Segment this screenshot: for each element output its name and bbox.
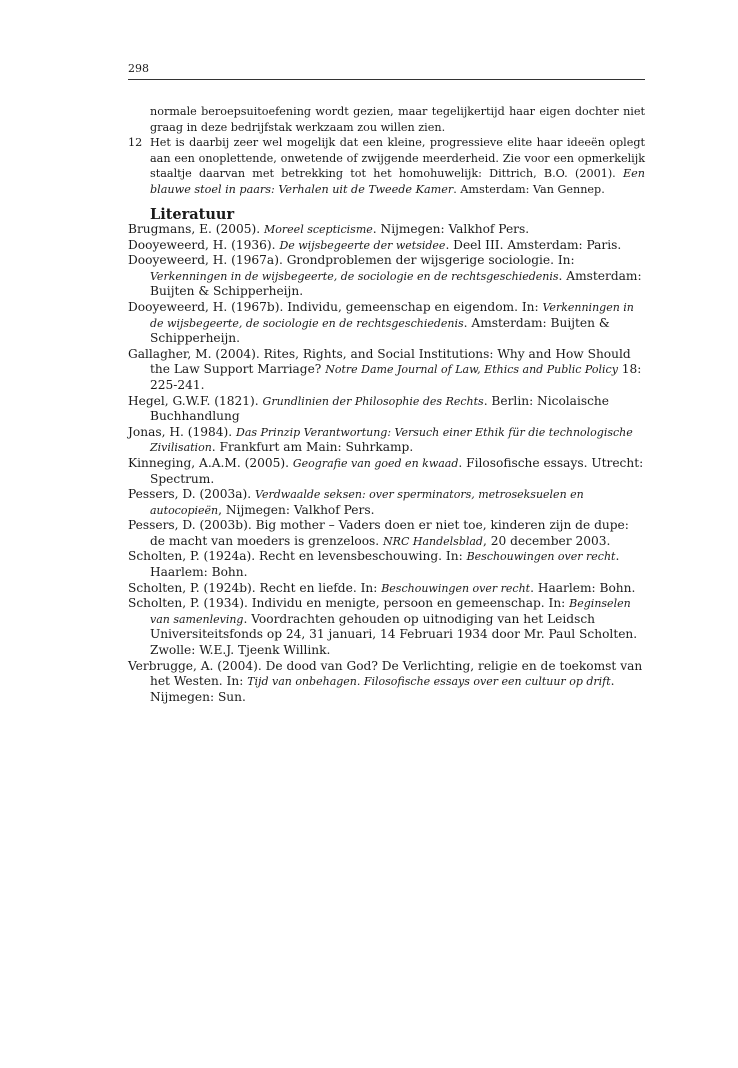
ref-title: NRC Handelsblad bbox=[383, 534, 483, 548]
ref-text: . Frankfurt am Main: Suhrkamp. bbox=[211, 440, 414, 455]
reference-entry bbox=[128, 549, 645, 580]
footnote-publisher: . Amsterdam: Van Gennep. bbox=[453, 182, 605, 196]
reference-entry bbox=[128, 394, 645, 425]
reference-entry bbox=[128, 581, 645, 597]
ref-text: Jonas, H. (1984). bbox=[128, 424, 236, 439]
ref-text: Pessers, D. (2003a). bbox=[128, 487, 256, 502]
footnote-text: Het is daarbij zeer wel mogelijk dat een kleine, progressieve elite haar ideeën oplegt aan een onoplettende, onwetende of zwijgende meerderheid. Zie voor een opmerkelijk staaltje daarvan met betrekking tot het homohuwelijk: Dittrich, B.O. (2001). bbox=[150, 136, 645, 180]
ref-title: Verdwaalde seksen: over sperminators, metroseksuelen en autocopieën bbox=[150, 488, 584, 517]
footnote-continuation-text: normale beroepsuitoefening wordt gezien, maar tegelijkertijd haar eigen dochter niet graag in deze bedrijfstak werkzaam zou willen zien. bbox=[150, 105, 645, 134]
ref-text: . Haarlem: Bohn. bbox=[530, 580, 636, 595]
footnotes bbox=[128, 104, 645, 197]
ref-title: Geografie van goed en kwaad bbox=[292, 456, 459, 470]
ref-title: Das Prinzip Verantwortung: Versuch einer Ethik für die technologische Zivilisation bbox=[150, 425, 633, 455]
ref-text: Dooyeweerd, H. (1967a). Grondproblemen der wijsgerige sociologie. In: bbox=[128, 253, 575, 268]
ref-title: Beginselen van samenleving bbox=[150, 597, 631, 626]
ref-title: Beschouwingen over recht bbox=[466, 550, 616, 564]
ref-text: . Nijmegen: Valkhof Pers. bbox=[372, 222, 530, 236]
ref-text: . Nijmegen: Sun. bbox=[150, 674, 615, 704]
ref-title: Verkenningen in de wijsbegeerte, de sociologie en de rechtsgeschiedenis bbox=[150, 269, 559, 283]
reference-entry bbox=[128, 238, 645, 254]
ref-title: Beschouwingen over recht bbox=[381, 581, 531, 595]
ref-text: . Haarlem: Bohn. bbox=[150, 549, 620, 580]
ref-text: Dooyeweerd, H. (1967b). Individu, gemeenschap en eigendom. In: bbox=[128, 299, 543, 314]
reference-entry bbox=[128, 487, 645, 518]
reference-entry bbox=[128, 596, 645, 658]
ref-text: Dooyeweerd, H. (1936). bbox=[128, 237, 280, 252]
ref-text: Verbrugge, A. (2004). De dood van God? De Verlichting, religie en de toekomst van het Westen. In: bbox=[128, 658, 643, 689]
page-number: 298 bbox=[128, 62, 149, 75]
footnote-book-title: Een blauwe stoel in paars: Verhalen uit de Tweede Kamer bbox=[150, 167, 645, 196]
footnote-continuation bbox=[128, 104, 645, 135]
ref-title: Tijd van onbehagen. Filosofische essays over een cultuur op drift bbox=[247, 675, 611, 689]
ref-text: . Voordrachten gehouden op uitnodiging van het Leidsch Universiteitsfonds op 24, 31 januari, 14 Februari 1934 door Mr. Paul Scholten. Zwolle: W.E.J. Tjeenk Willink. bbox=[150, 611, 638, 658]
ref-text: Kinneging, A.A.M. (2005). bbox=[128, 455, 293, 470]
ref-text: , Nijmegen: Valkhof Pers. bbox=[218, 502, 375, 517]
ref-text: Scholten, P. (1924a). Recht en levensbeschouwing. In: bbox=[128, 549, 467, 564]
ref-text: . Amsterdam: Buijten & Schipperheijn. bbox=[150, 315, 610, 346]
ref-text: , 20 december 2003. bbox=[482, 533, 611, 548]
reference-entry bbox=[128, 659, 645, 706]
reference-entry bbox=[128, 347, 645, 394]
ref-text: . Filosofische essays. Utrecht: Spectrum. bbox=[150, 455, 644, 486]
ref-text: Hegel, G.W.F. (1821). bbox=[128, 393, 263, 408]
reference-entry bbox=[128, 456, 645, 487]
ref-text: Pessers, D. (2003b). Big mother – Vaders doen er niet toe, kinderen zijn de dupe: de macht van moeders is grenzeloos. bbox=[128, 518, 629, 548]
reference-entry bbox=[128, 518, 645, 549]
ref-text: 18: 225-241. bbox=[150, 362, 642, 392]
ref-title: Grundlinien der Philosophie des Rechts bbox=[262, 394, 484, 408]
reference-entry bbox=[128, 300, 645, 347]
ref-text: Gallagher, M. (2004). Rites, Rights, and Social Institutions: Why and How Should the Law Support Marriage? bbox=[128, 346, 631, 377]
ref-text: . Deel III. Amsterdam: Paris. bbox=[445, 237, 622, 252]
ref-text: . Amsterdam: Buijten & Schipperheijn. bbox=[150, 268, 642, 299]
section-heading-literatuur: Literatuur bbox=[150, 206, 235, 223]
ref-text: Scholten, P. (1934). Individu en menigte, persoon en gemeenschap. In: bbox=[128, 596, 570, 611]
footnote-number: 12 bbox=[128, 136, 143, 149]
reference-entry bbox=[128, 425, 645, 456]
ref-text: . Berlin: Nicolaische Buchhandlung bbox=[150, 393, 609, 424]
header-rule bbox=[128, 79, 645, 80]
reference-list bbox=[128, 222, 645, 705]
ref-title: Moreel scepticisme bbox=[264, 223, 373, 236]
ref-title: Notre Dame Journal of Law, Ethics and Public Policy bbox=[325, 363, 618, 377]
footnote-12 bbox=[128, 135, 645, 197]
ref-text: Scholten, P. (1924b). Recht en liefde. In: bbox=[128, 580, 382, 595]
ref-title: De wijsbegeerte der wetsidee bbox=[279, 238, 446, 252]
reference-entry bbox=[128, 253, 645, 300]
reference-entry bbox=[128, 222, 645, 238]
ref-title: Verkenningen in de wijsbegeerte, de sociologie en de rechtsgeschiedenis bbox=[150, 300, 634, 330]
ref-text: Brugmans, E. (2005). bbox=[128, 222, 265, 236]
